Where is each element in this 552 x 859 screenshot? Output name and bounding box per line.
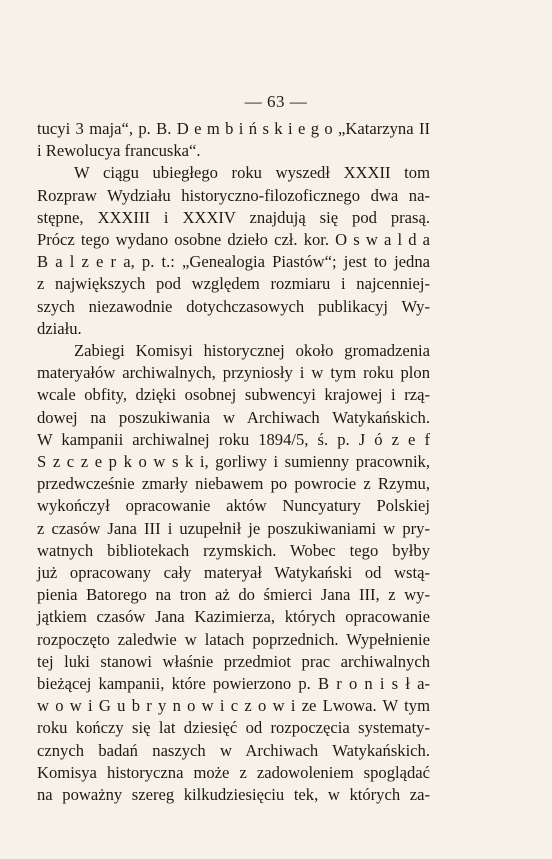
- text-line: Rozpraw Wydziału historyczno-filozoficznego dwa na-: [37, 185, 430, 205]
- text-line: Prócz tego wydano osobne dzieło czł. kor. O s w a l d a: [37, 230, 430, 250]
- text-line: materyałów archiwalnych, przyniosły i w tym roku plon: [37, 363, 430, 383]
- text-line: pienia Batorego na tron aż do śmierci Jana III, z wy-: [37, 585, 430, 605]
- text-line: przedwcześnie zmarły niebawem po powrocie z Rzymu,: [37, 474, 430, 494]
- text-line: tej luki stanowi właśnie przedmiot prac archiwalnych: [37, 651, 430, 671]
- text-line: B a l z e r a, p. t.: „Genealogia Piastów“; jest to jedna: [37, 252, 430, 272]
- text-line: watnych bibliotekach rzymskich. Wobec tego byłby: [37, 540, 430, 560]
- text-line: jątkiem czasów Jana Kazimierza, których opracowanie: [37, 607, 430, 627]
- text-line: cznych badań naszych w Archiwach Watykańskich.: [37, 740, 430, 760]
- text-line: wcale obfity, dzięki osobnej subwencyi krajowej i rzą-: [37, 385, 430, 405]
- page-number: — 63 —: [244, 92, 308, 111]
- text-line: rozpoczęto zaledwie w latach poprzednich. Wypełnienie: [37, 629, 430, 649]
- text-line: Komisya historyczna może z zadowoleniem spoglądać: [37, 762, 430, 782]
- text-line: i Rewolucya francuska“.: [37, 141, 201, 161]
- text-line: z największych pod względem rozmiaru i najcenniej-: [37, 274, 430, 294]
- body-text: [37, 118, 430, 806]
- text-line: stępne, XXXIII i XXXIV znajdują się pod prasą.: [37, 207, 430, 227]
- text-line: z czasów Jana III i uzupełnił je poszukiwaniami w pry-: [37, 518, 430, 538]
- text-line: Zabiegi Komisyi historycznej około gromadzenia: [74, 341, 430, 361]
- text-line: tucyi 3 maja“, p. B. D e m b i ń s k i e g o „Katarzyna II: [37, 119, 430, 138]
- text-line: dowej na poszukiwania w Archiwach Watykańskich.: [37, 407, 430, 427]
- text-line: wykończył opracowanie aktów Nuncyatury Polskiej: [37, 496, 430, 516]
- text-line: W ciągu ubiegłego roku wyszedł XXXII tom: [74, 163, 430, 183]
- text-line: roku kończy się lat dziesięć od rozpoczęcia systematy-: [37, 718, 430, 738]
- text-line: na poważny szereg kilkudziesięciu tek, w których za-: [37, 785, 430, 805]
- text-line: już opracowany cały materyał Watykański od wstą-: [37, 563, 430, 583]
- text-line: w o w i G u b r y n o w i c z o w i ze Lwowa. W tym: [37, 696, 430, 716]
- text-line: szych niezawodnie dotychczasowych publikacyj Wy-: [37, 296, 430, 316]
- text-line: działu.: [37, 318, 82, 338]
- text-line: bieżącej kampanii, które powierzono p. B r o n i s ł a-: [37, 674, 430, 694]
- text-line: W kampanii archiwalnej roku 1894/5, ś. p. J ó z e f: [37, 429, 430, 449]
- text-line: S z c z e p k o w s k i, gorliwy i sumienny pracownik,: [37, 452, 430, 472]
